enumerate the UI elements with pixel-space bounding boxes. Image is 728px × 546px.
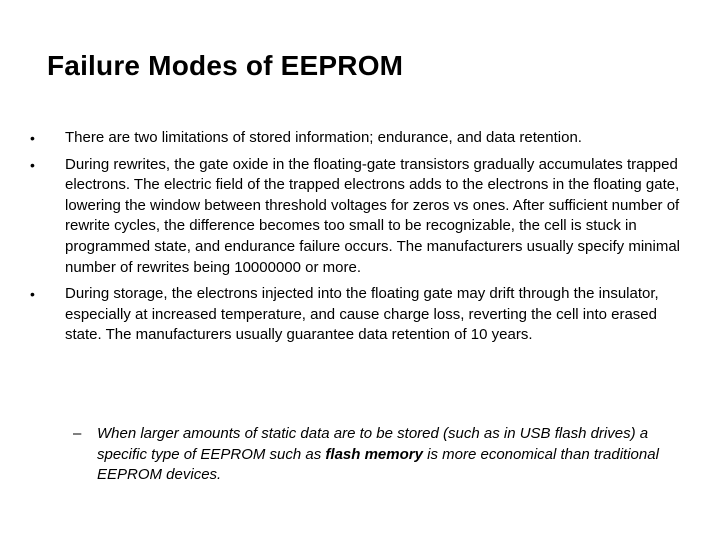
bullet-item <box>30 128 680 149</box>
bullet-text: There are two limitations of stored information; endurance, and data retention. <box>65 129 582 146</box>
bullet-marker: • <box>30 286 35 303</box>
bullet-text: During rewrites, the gate oxide in the floating-gate transistors gradually accumulates trapped electrons. The electric field of the trapped electrons adds to the electrons in the floating gate, lowering the window between threshold voltages for zeros vs ones. After sufficient number of rewrite cycles, the difference becomes too small to be recognizable, the cell is stuck in programmed state, and endurance failure occurs. The manufacturers usually specify minimal number of rewrites being 10000000 or more. <box>65 155 681 276</box>
slide-title: Failure Modes of EEPROM <box>47 50 404 81</box>
bullet-marker: • <box>30 156 35 173</box>
sub-bullet <box>73 424 673 486</box>
bullet-item <box>30 155 680 279</box>
bullet-text: During storage, the electrons injected into the floating gate may drift through the insulator, especially at increased temperature, and cause charge loss, reverting the cell into erased state. The manufacturers usually guarantee data retention of 10 years. <box>65 285 659 344</box>
flash-memory-emphasis: flash memory <box>325 445 423 463</box>
bullet-item <box>30 284 680 346</box>
sub-bullet-text <box>73 424 673 486</box>
bullet-list <box>30 128 680 352</box>
bullet-marker: • <box>30 130 35 146</box>
sub-bullet-text-after: is more economical than traditional EEPROM devices. <box>97 445 659 484</box>
sub-bullet-marker: – <box>73 425 82 442</box>
sub-bullet-text-before: When larger amounts of static data are to be stored (such as in USB flash drives) a specific type of EEPROM such as <box>97 425 649 463</box>
